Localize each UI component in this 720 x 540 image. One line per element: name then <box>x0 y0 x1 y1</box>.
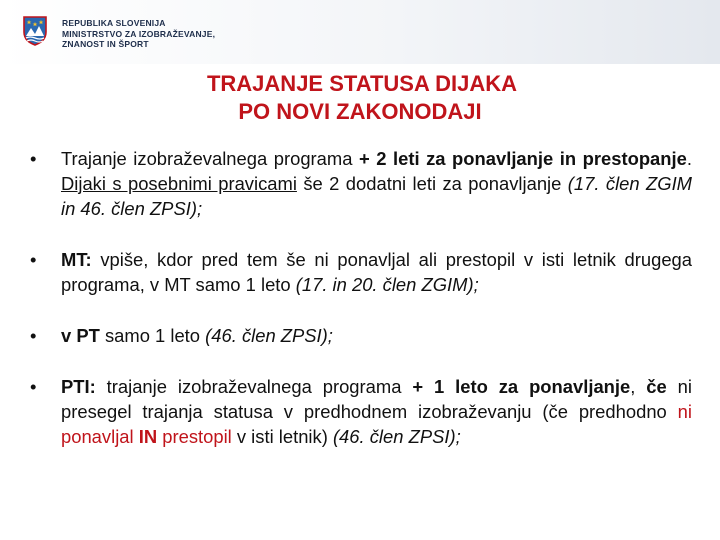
bullet-marker: • <box>30 249 37 270</box>
text-run-bold: če <box>646 376 667 397</box>
slovenia-coat-of-arms-icon <box>22 16 48 46</box>
text-run-italic: (17. in 20. člen ZGIM); <box>295 274 479 295</box>
header-banner <box>0 0 720 64</box>
text-run-red: prestopil <box>162 426 232 447</box>
text-run: samo 1 leto <box>99 325 206 346</box>
text-run: . <box>686 148 692 169</box>
bullet-marker: • <box>30 325 37 346</box>
bullet-mt <box>30 247 692 297</box>
text-run-underlined: Dijaki s posebnimi pravicami <box>61 173 297 194</box>
text-run-bold: PTI: <box>61 376 96 397</box>
text-run: v isti letnik) <box>231 426 333 447</box>
text-run: ni presegel trajanja statusa v predhodnem izobraževanju (če predhodno <box>61 376 692 422</box>
text-run: vpiše, kdor pred tem še ni ponavljal ali prestopil v isti letnik drugega programa, v MT samo 1 leto <box>61 249 692 295</box>
text-run-italic: (46. člen ZPSI); <box>332 426 461 447</box>
bullet-pt <box>30 323 692 348</box>
text-run-italic: (17. člen ZGIM in 46. člen ZPSI); <box>61 173 692 219</box>
bullet-duration <box>30 146 692 221</box>
text-run-bold: + 1 leto za ponavljanje <box>412 376 631 397</box>
text-run: Trajanje izobraževalnega programa <box>61 148 359 169</box>
title-line-2: PO NOVI ZAKONODAJI <box>238 99 482 124</box>
text-run-red-bold: IN <box>138 426 158 447</box>
ministry-line-1: REPUBLIKA SLOVENIJA <box>62 18 166 28</box>
text-run-bold: + 2 leti za ponavljanje in prestopanje <box>358 148 687 169</box>
text-run: trajanje izobraževalnega programa <box>95 376 413 397</box>
ministry-name <box>62 18 215 50</box>
text-run: še 2 dodatni leti za ponavljanje <box>296 173 568 194</box>
slide-title <box>0 70 720 126</box>
text-run-red: ni ponavljal <box>61 401 692 447</box>
text-run: , <box>630 376 647 397</box>
bullet-marker: • <box>30 148 37 169</box>
bullet-list <box>30 146 692 475</box>
bullet-pti <box>30 374 692 449</box>
title-line-1: TRAJANJE STATUSA DIJAKA <box>206 71 518 96</box>
bullet-marker: • <box>30 376 37 397</box>
text-run-bold: MT: <box>61 249 92 270</box>
ministry-line-2: MINISTRSTVO ZA IZOBRAŽEVANJE, <box>62 28 216 39</box>
text-run-bold: v PT <box>61 325 100 346</box>
text-run-italic: (46. člen ZPSI); <box>205 325 333 346</box>
ministry-line-3: ZNANOST IN ŠPORT <box>62 39 149 49</box>
